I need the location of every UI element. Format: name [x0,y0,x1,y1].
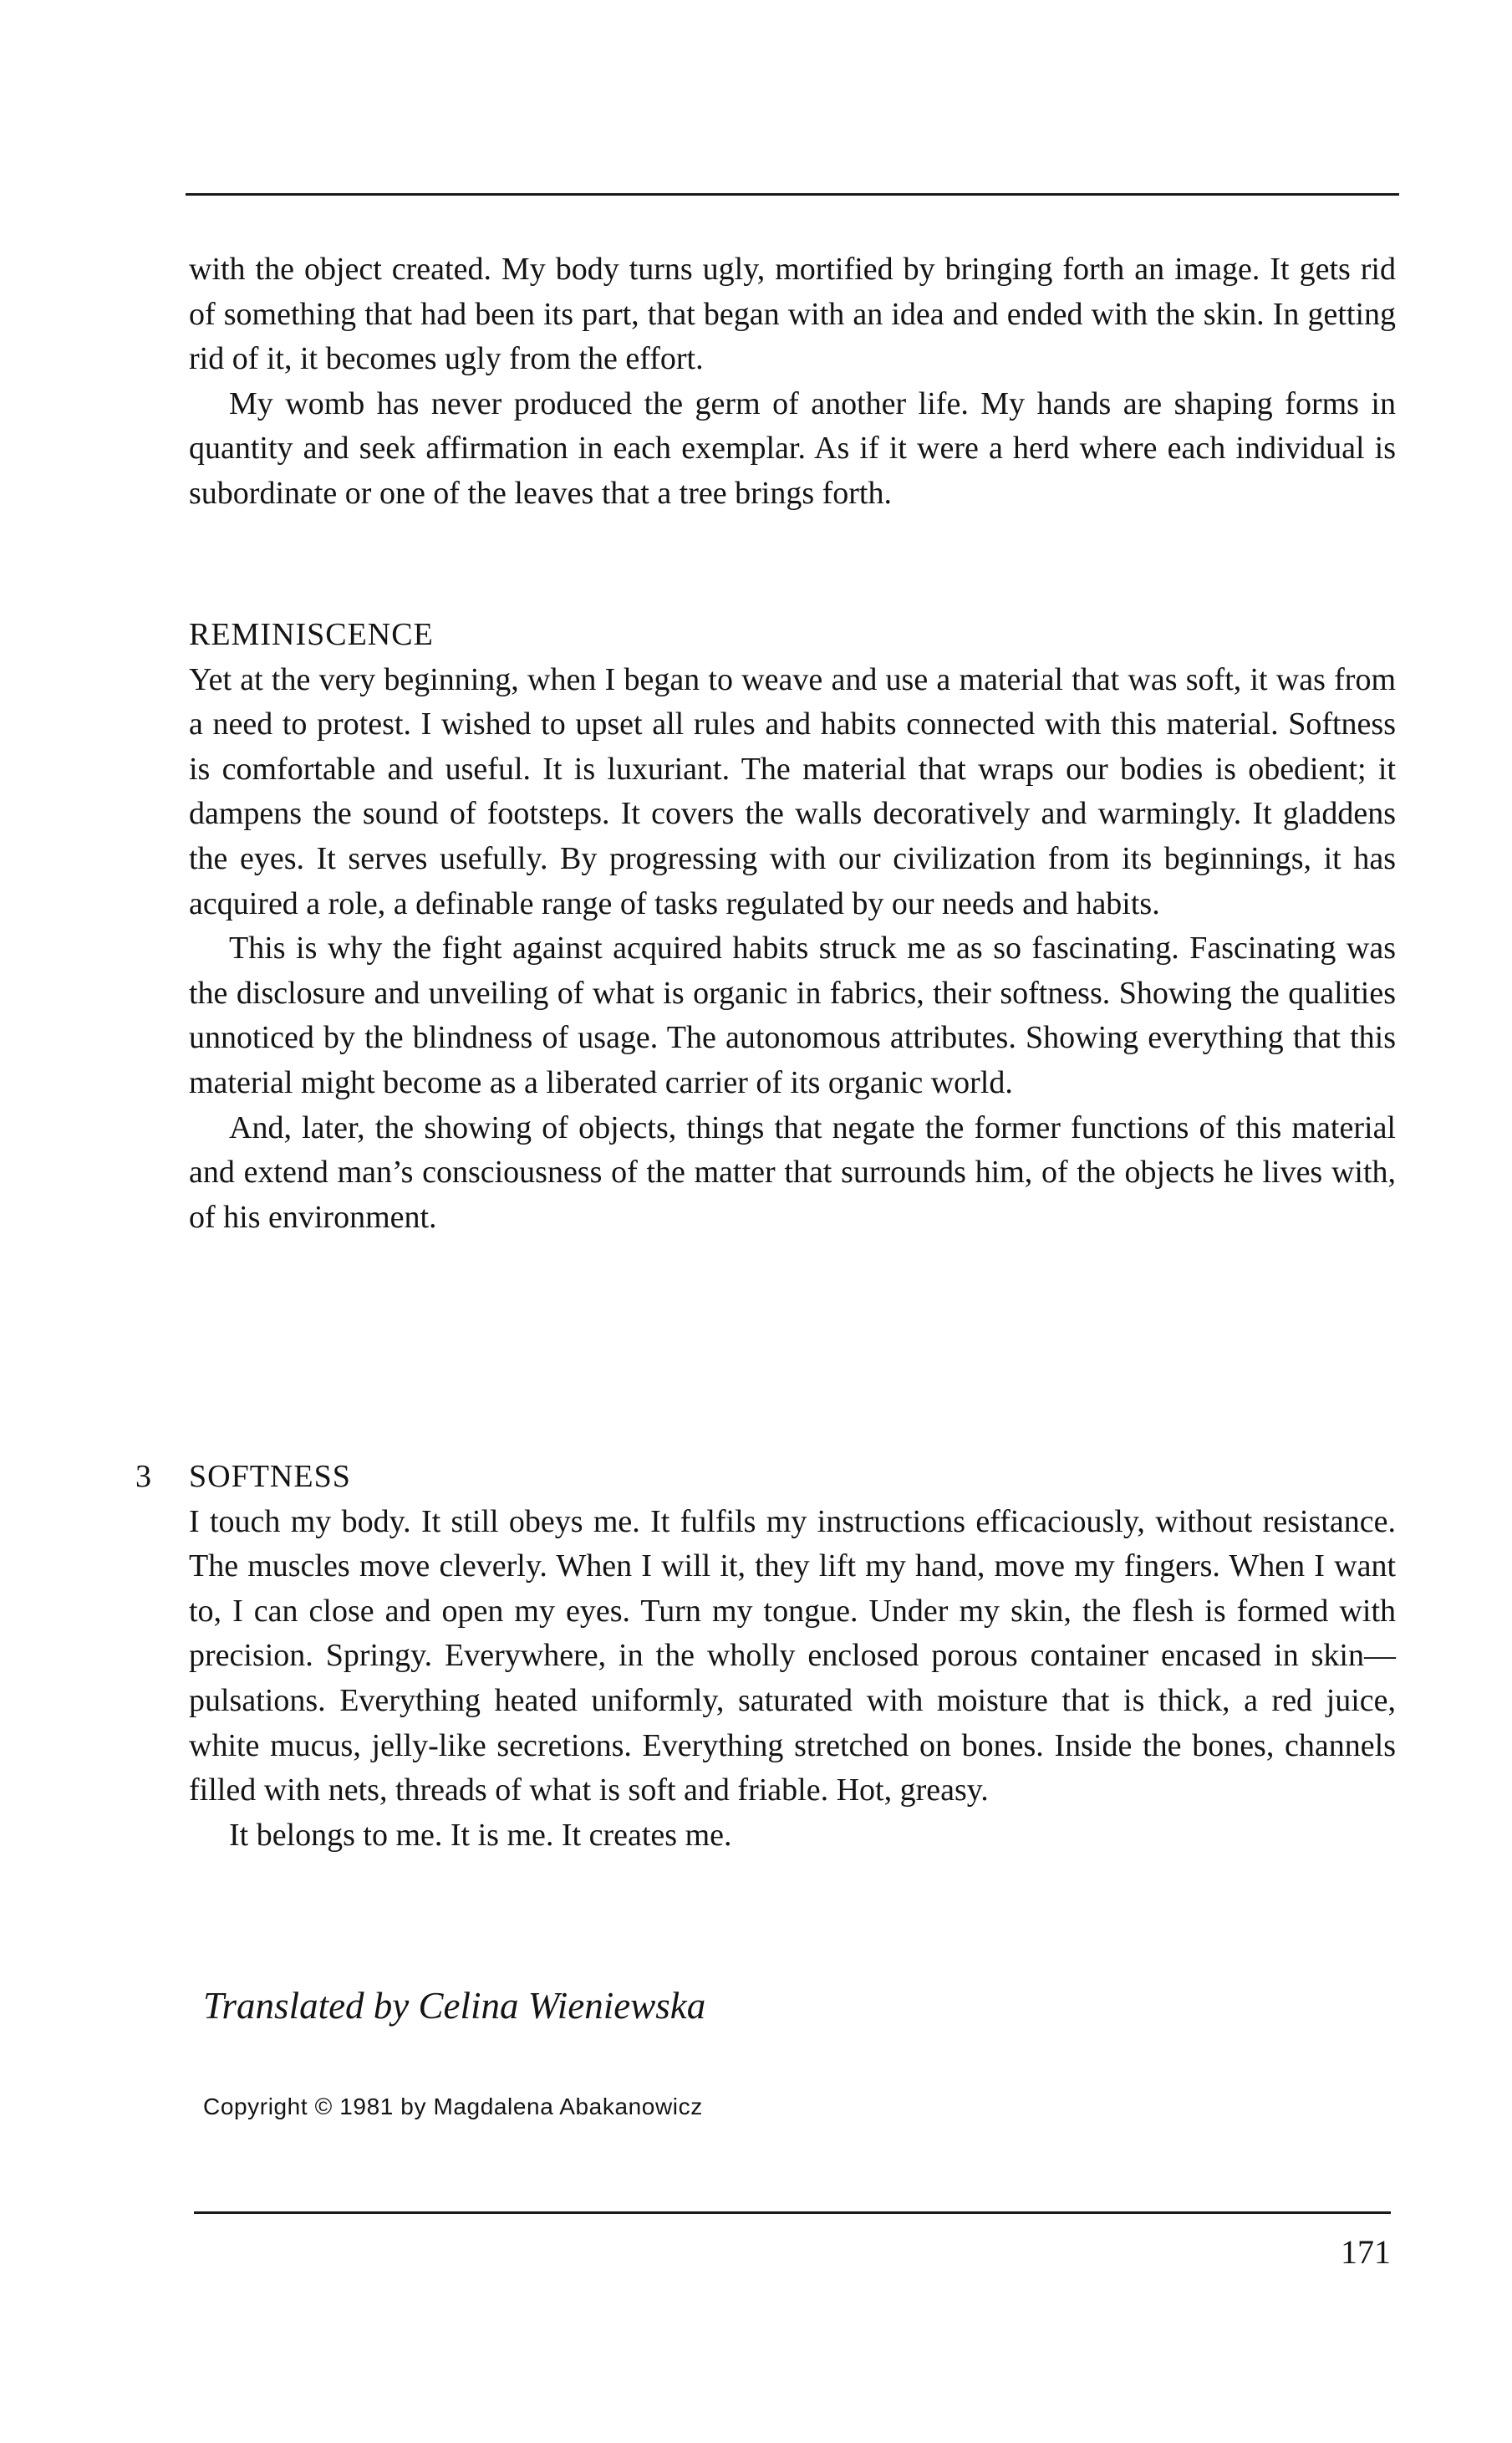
section-heading: SOFTNESS [189,1459,351,1494]
paragraph: My womb has never produced the germ of another life. My hands are shaping forms in quantity and seek affirmation in each exemplar. As if it were a herd where each individual is subordinate or one of the leaves that a tree brings forth. [189,385,1396,511]
reminiscence-section [189,613,1396,1240]
paragraph: This is why the fight against acquired habits struck me as so fascinating. Fascinating was the disclosure and unveiling of what is organic in fabrics, their softness. Showing the qualities unnoticed by the blindness of usage. The autonomous attributes. Showing everything that this material might become as a liberated carrier of its organic world. [189,931,1396,1100]
paragraph: Yet at the very beginning, when I began to weave and use a material that was soft, it was from a need to protest. I wished to upset all rules and habits connected with this material. Softness is comfortable and useful. It is luxuriant. The material that wraps our bodies is obedient; it dampens the sound of footsteps. It covers the walls decoratively and warmingly. It gladdens the eyes. It serves usefully. By progressing with our civilization from its beginnings, it has acquired a role, a definable range of tasks regulated by our needs and habits. [189,661,1396,921]
bottom-rule [194,2211,1391,2214]
paragraph: It belongs to me. It is me. It creates me. [229,1817,732,1853]
opening-text [189,247,1396,517]
paragraph: I touch my body. It still obeys me. It fulfils my instructions efficaciously, without resistance. The muscles move cleverly. When I will it, they lift my hand, move my fingers. When I want to, I can close and open my eyes. Turn my tongue. Under my skin, the flesh is formed with precision. Springy. Everywhere, in the wholly enclosed porous container encased in skin—pulsations. Everything heated uniformly, saturated with moisture that is thick, a red juice, white mucus, jelly-like secretions. Everything stretched on bones. Inside the bones, channels filled with nets, threads of what is soft and friable. Hot, greasy. [189,1503,1396,1808]
copyright-notice: Copyright © 1981 by Magdalena Abakanowicz [203,2094,703,2119]
paragraph: with the object created. My body turns ugly, mortified by bringing forth an image. It gets rid of something that had been its part, that began with an idea and ended with the skin. In getting rid of it, it becomes ugly from the effort. [189,252,1396,377]
page-number: 171 [1341,2233,1391,2271]
section-heading: REMINISCENCE [189,617,434,652]
section-number: 3 [135,1459,151,1494]
paragraph: And, later, the showing of objects, things that negate the former functions of this material and extend man’s consciousness of the matter that surrounds him, of the objects he lives with, of his environment. [189,1109,1396,1235]
top-rule [186,193,1399,196]
softness-section [189,1455,1396,1858]
translator-credit: Translated by Celina Wieniewska [203,1985,706,2027]
